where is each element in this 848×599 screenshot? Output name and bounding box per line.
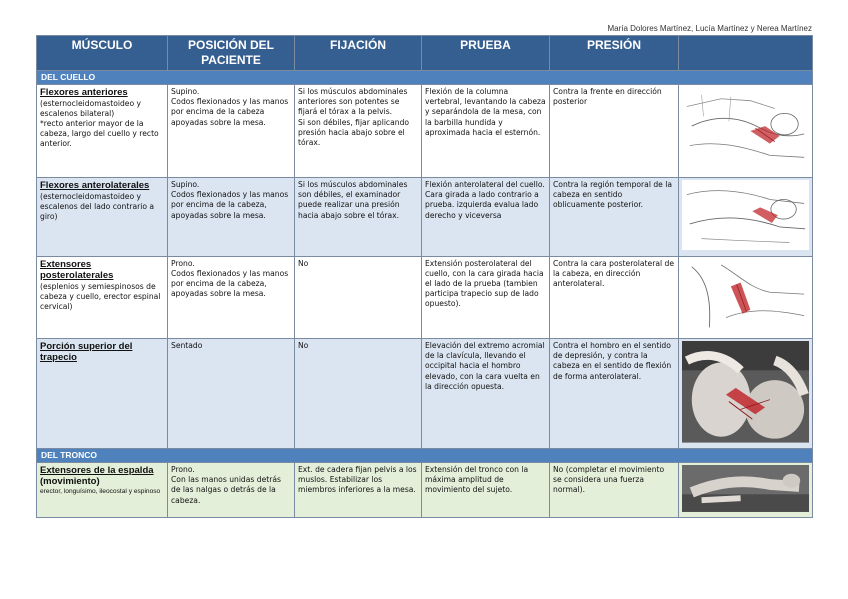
- muscle-detail: (esternocleidomastoideo y escalenos del lado contrario a giro): [40, 191, 155, 221]
- sketch-supine-neck-flexion-image: [682, 87, 809, 171]
- table-row: [37, 178, 813, 257]
- header-musculo: MÚSCULO: [37, 36, 168, 71]
- position-cell: Sentado: [168, 338, 295, 448]
- muscle-cell: [37, 85, 168, 178]
- muscle-test-table: [36, 35, 813, 518]
- section-label-tronco: DEL TRONCO: [37, 448, 813, 462]
- image-cell: [679, 178, 813, 257]
- table-row: [37, 462, 813, 517]
- test-cell: Extensión del tronco con la máxima amplitud de movimiento del sujeto.: [422, 462, 550, 517]
- header-image: [679, 36, 813, 71]
- fixation-cell: No: [295, 338, 422, 448]
- muscle-name: Extensores de la espalda: [40, 464, 154, 476]
- test-cell: Flexión anterolateral del cuello. Cara girada a lado contrario a prueba. izquierda evalua lado derecho y viceversa: [422, 178, 550, 257]
- fixation-cell: Si los músculos abdominales anteriores son potentes se fijará el tórax a la pelvis. Si son débiles, fijar aplicando presión hacia abajo sobre el tórax.: [295, 85, 422, 178]
- pressure-cell: Contra la frente en dirección posterior: [550, 85, 679, 178]
- test-cell: Elevación del extremo acromial de la clavícula, llevando el occipital hacia el hombro elevado, con la cara vuelta en la dirección opuesta.: [422, 338, 550, 448]
- position-cell: Supino. Codos flexionados y las manos por encima de la cabeza, apoyadas sobre la mesa.: [168, 178, 295, 257]
- test-cell: Flexión de la columna vertebral, levantando la cabeza y separándola de la mesa, con la barbilla hundida y aproximada hacia el esternón.: [422, 85, 550, 178]
- muscle-name: Porción superior del trapecio: [40, 340, 133, 364]
- test-cell: Extensión posterolateral del cuello, con la cara girada hacia el lado de la prueba (tambien participa trapecio sup de lado opuesto).: [422, 256, 550, 338]
- muscle-name: Flexores anterolaterales: [40, 180, 150, 191]
- photo-back-extension-image: [682, 465, 809, 512]
- muscle-cell: [37, 256, 168, 338]
- muscle-name: Extensores posterolaterales: [40, 258, 114, 282]
- muscle-name: Flexores anteriores: [40, 87, 128, 98]
- image-cell: [679, 338, 813, 448]
- photo-trapezius-test-image: [682, 341, 809, 443]
- pressure-cell: Contra el hombro en el sentido de depresión, y contra la cabeza en el sentido de flexión de forma anterolateral.: [550, 338, 679, 448]
- muscle-cell: [37, 338, 168, 448]
- header-fijacion: FIJACIÓN: [295, 36, 422, 71]
- image-cell: [679, 462, 813, 517]
- muscle-title: [40, 465, 164, 488]
- section-label-cuello: DEL CUELLO: [37, 71, 813, 85]
- image-cell: [679, 85, 813, 178]
- header-prueba: PRUEBA: [422, 36, 550, 71]
- pressure-cell: No (completar el movimiento se considera una fuerza normal).: [550, 462, 679, 517]
- fixation-cell: Si los músculos abdominales son débiles, el examinador puede realizar una presión hacia abajo sobre el tórax.: [295, 178, 422, 257]
- sketch-anterolateral-flexion-image: [682, 180, 809, 250]
- muscle-detail: (esplenios y semiespinosos de cabeza y cuello, erector espinal cervical): [40, 281, 161, 311]
- muscle-cell: [37, 462, 168, 517]
- sketch-prone-extension-image: [682, 259, 809, 333]
- authors-credit: María Dolores Martínez, Lucía Martínez y Nerea Martínez: [607, 24, 812, 33]
- header-row: [37, 36, 813, 71]
- muscle-detail: erector, longuísimo, ileocostal y espinoso: [40, 487, 161, 495]
- position-cell: Supino. Codos flexionados y las manos por encima de la cabeza apoyadas sobre la mesa.: [168, 85, 295, 178]
- muscle-name-suffix: (movimiento): [40, 476, 100, 488]
- header-presion: PRESIÓN: [550, 36, 679, 71]
- header-posicion: POSICIÓN DEL PACIENTE: [168, 36, 295, 71]
- pressure-cell: Contra la cara posterolateral de la cabeza, en dirección anterolateral.: [550, 256, 679, 338]
- table-row: [37, 338, 813, 448]
- table-row: [37, 85, 813, 178]
- fixation-cell: No: [295, 256, 422, 338]
- muscle-detail: (esternocleidomastoideo y escalenos bilateral) *recto anterior mayor de la cabeza, largo del cuello y recto anterior.: [40, 98, 159, 149]
- position-cell: Prono. Codos flexionados y las manos por encima de la cabeza, apoyadas sobre la mesa.: [168, 256, 295, 338]
- pressure-cell: Contra la región temporal de la cabeza en sentido oblicuamente posterior.: [550, 178, 679, 257]
- fixation-cell: Ext. de cadera fijan pelvis a los muslos. Estabilizar los miembros inferiores a la mesa.: [295, 462, 422, 517]
- section-row-cuello: [37, 71, 813, 85]
- image-cell: [679, 256, 813, 338]
- section-row-tronco: [37, 448, 813, 462]
- table-row: [37, 256, 813, 338]
- position-cell: Prono. Con las manos unidas detrás de las nalgas o detrás de la cabeza.: [168, 462, 295, 517]
- muscle-cell: [37, 178, 168, 257]
